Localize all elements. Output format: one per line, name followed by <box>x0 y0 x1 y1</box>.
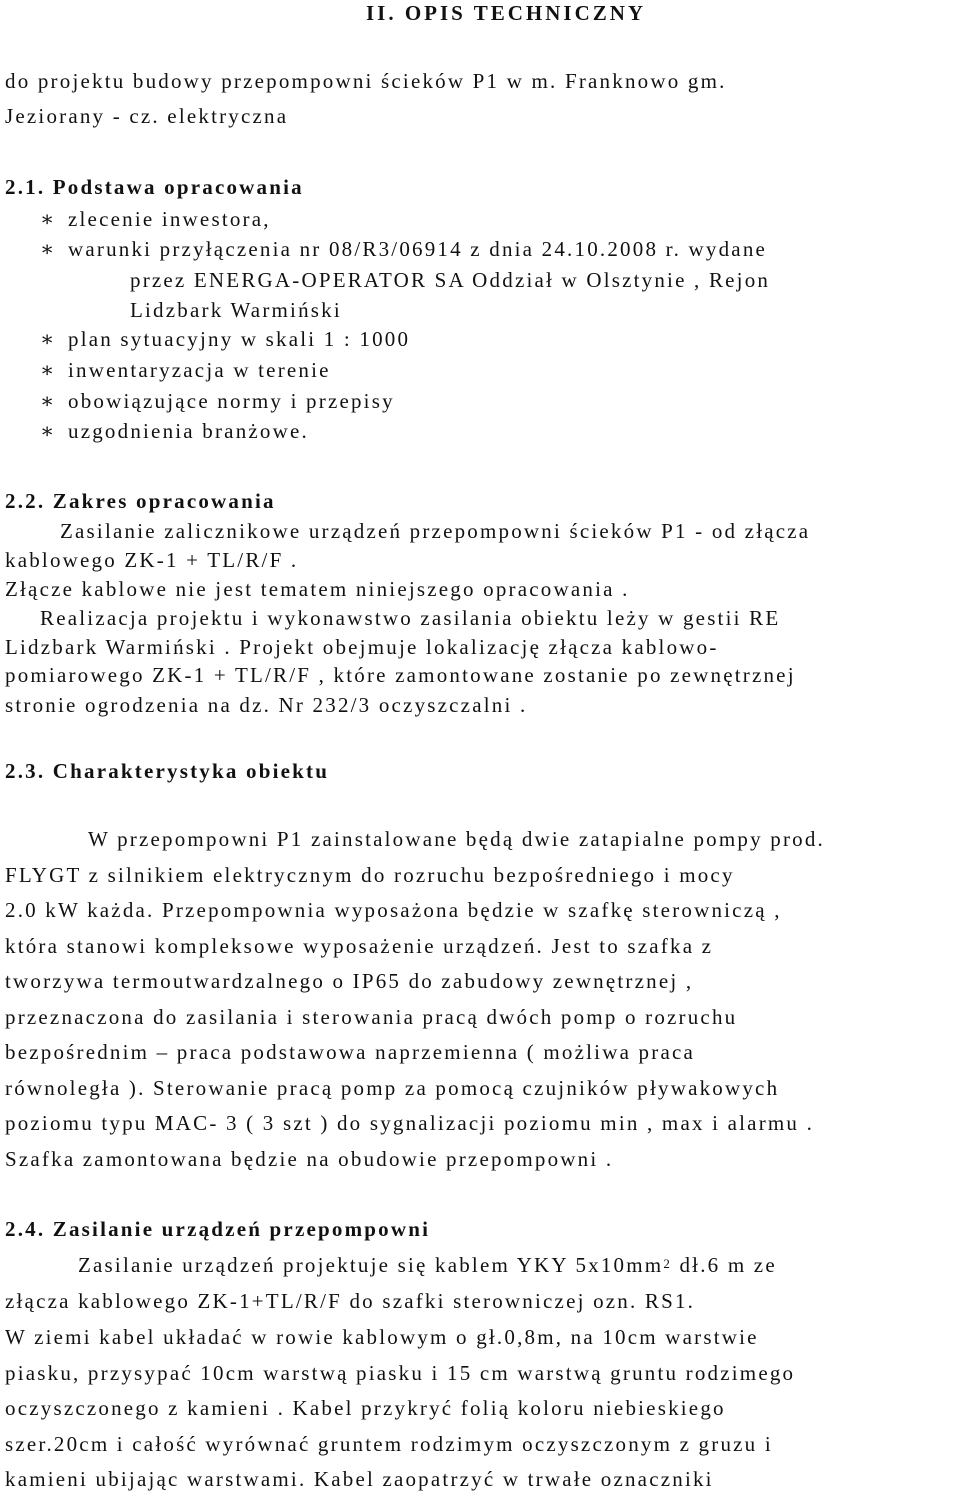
paragraph-line: stronie ogrodzenia na dz. Nr 232/3 oczyszczalni . <box>5 693 528 717</box>
paragraph-line: która stanowi kompleksowe wyposażenie urządzeń. Jest to szafka z <box>5 934 714 958</box>
paragraph-line: Złącze kablowe nie jest tematem niniejszego opracowania . <box>5 577 630 601</box>
page-title: II. OPIS TECHNICZNY <box>366 1 647 25</box>
intro-line-2: Jeziorany - cz. elektryczna <box>5 104 289 128</box>
paragraph-line: złącza kablowego ZK-1+TL/R/F do szafki sterowniczej ozn. RS1. <box>5 1289 696 1313</box>
bullet-icon: ∗ <box>40 358 55 382</box>
section-2-1-heading: 2.1. Podstawa opracowania <box>5 175 304 199</box>
list-item: ∗ warunki przyłączenia nr 08/R3/06914 z dnia 24.10.2008 r. wydane <box>40 237 768 261</box>
section-2-3-heading: 2.3. Charakterystyka obiektu <box>5 759 330 783</box>
paragraph-line: W przepompowni P1 zainstalowane będą dwie zatapialne pompy prod. <box>88 827 825 851</box>
bullet-icon: ∗ <box>40 237 55 261</box>
list-item: ∗ obowiązujące normy i przepisy <box>40 389 395 413</box>
paragraph-line: kablowego ZK-1 + TL/R/F . <box>5 548 299 572</box>
paragraph-line: tworzywa termoutwardzalnego o IP65 do zabudowy zewnętrznej , <box>5 969 694 993</box>
bullet-icon: ∗ <box>40 327 55 351</box>
bullet-icon: ∗ <box>40 389 55 413</box>
paragraph-line: Realizacja projektu i wykonawstwo zasilania obiektu leży w gestii RE <box>40 606 781 630</box>
paragraph-line: oczyszczonego z kamieni . Kabel przykryć folią koloru niebieskiego <box>5 1396 726 1420</box>
paragraph-line: przeznaczona do zasilania i sterowania pracą dwóch pomp o rozruchu <box>5 1005 738 1029</box>
paragraph-line: piasku, przysypać 10cm warstwą piasku i 15 cm warstwą gruntu rodzimego <box>5 1361 796 1385</box>
section-2-4-heading: 2.4. Zasilanie urządzeń przepompowni <box>5 1217 431 1241</box>
paragraph-line: Szafka zamontowana będzie na obudowie przepompowni . <box>5 1147 614 1171</box>
list-item-continuation: Lidzbark Warmiński <box>130 298 342 322</box>
paragraph-line: bezpośrednim – praca podstawowa naprzemienna ( możliwa praca <box>5 1040 696 1064</box>
paragraph-line: pomiarowego ZK-1 + TL/R/F , które zamontowane zostanie po zewnętrznej <box>5 663 796 687</box>
paragraph-line: Lidzbark Warmiński . Projekt obejmuje lokalizację złącza kablowo- <box>5 635 719 659</box>
bullet-icon: ∗ <box>40 207 55 231</box>
bullet-icon: ∗ <box>40 419 55 443</box>
list-item: ∗ zlecenie inwestora, <box>40 207 271 231</box>
paragraph-line: poziomu typu MAC- 3 ( 3 szt ) do sygnalizacji poziomu min , max i alarmu . <box>5 1111 815 1135</box>
paragraph-line: kamieni ubijając warstwami. Kabel zaopatrzyć w trwałe oznaczniki <box>5 1467 714 1491</box>
paragraph-line: FLYGT z silnikiem elektrycznym do rozruchu bezpośredniego i mocy <box>5 863 735 887</box>
intro-line-1: do projektu budowy przepompowni ścieków P1 w m. Franknowo gm. <box>5 69 727 93</box>
paragraph-line: szer.20cm i całość wyrównać gruntem rodzimym oczyszczonym z gruzu i <box>5 1432 773 1456</box>
list-item: ∗ uzgodnienia branżowe. <box>40 419 309 443</box>
paragraph-line: Zasilanie urządzeń projektuje się kablem YKY $5x10mm^2$ dł.6 m ze <box>78 1253 777 1277</box>
paragraph-line: 2.0 kW każda. Przepompownia wyposażona będzie w szafkę sterowniczą , <box>5 898 782 922</box>
list-item: ∗ plan sytuacyjny w skali 1 : 1000 <box>40 327 411 351</box>
paragraph-line: równoległa ). Sterowanie pracą pomp za pomocą czujników pływakowych <box>5 1076 780 1100</box>
list-item-continuation: przez ENERGA-OPERATOR SA Oddział w Olsztynie , Rejon <box>130 268 771 292</box>
list-item: ∗ inwentaryzacja w terenie <box>40 358 331 382</box>
section-2-2-heading: 2.2. Zakres opracowania <box>5 489 276 513</box>
paragraph-line: W ziemi kabel układać w rowie kablowym o gł.0,8m, na 10cm warstwie <box>5 1325 759 1349</box>
paragraph-line: Zasilanie zalicznikowe urządzeń przepompowni ścieków P1 - od złącza <box>60 519 811 543</box>
